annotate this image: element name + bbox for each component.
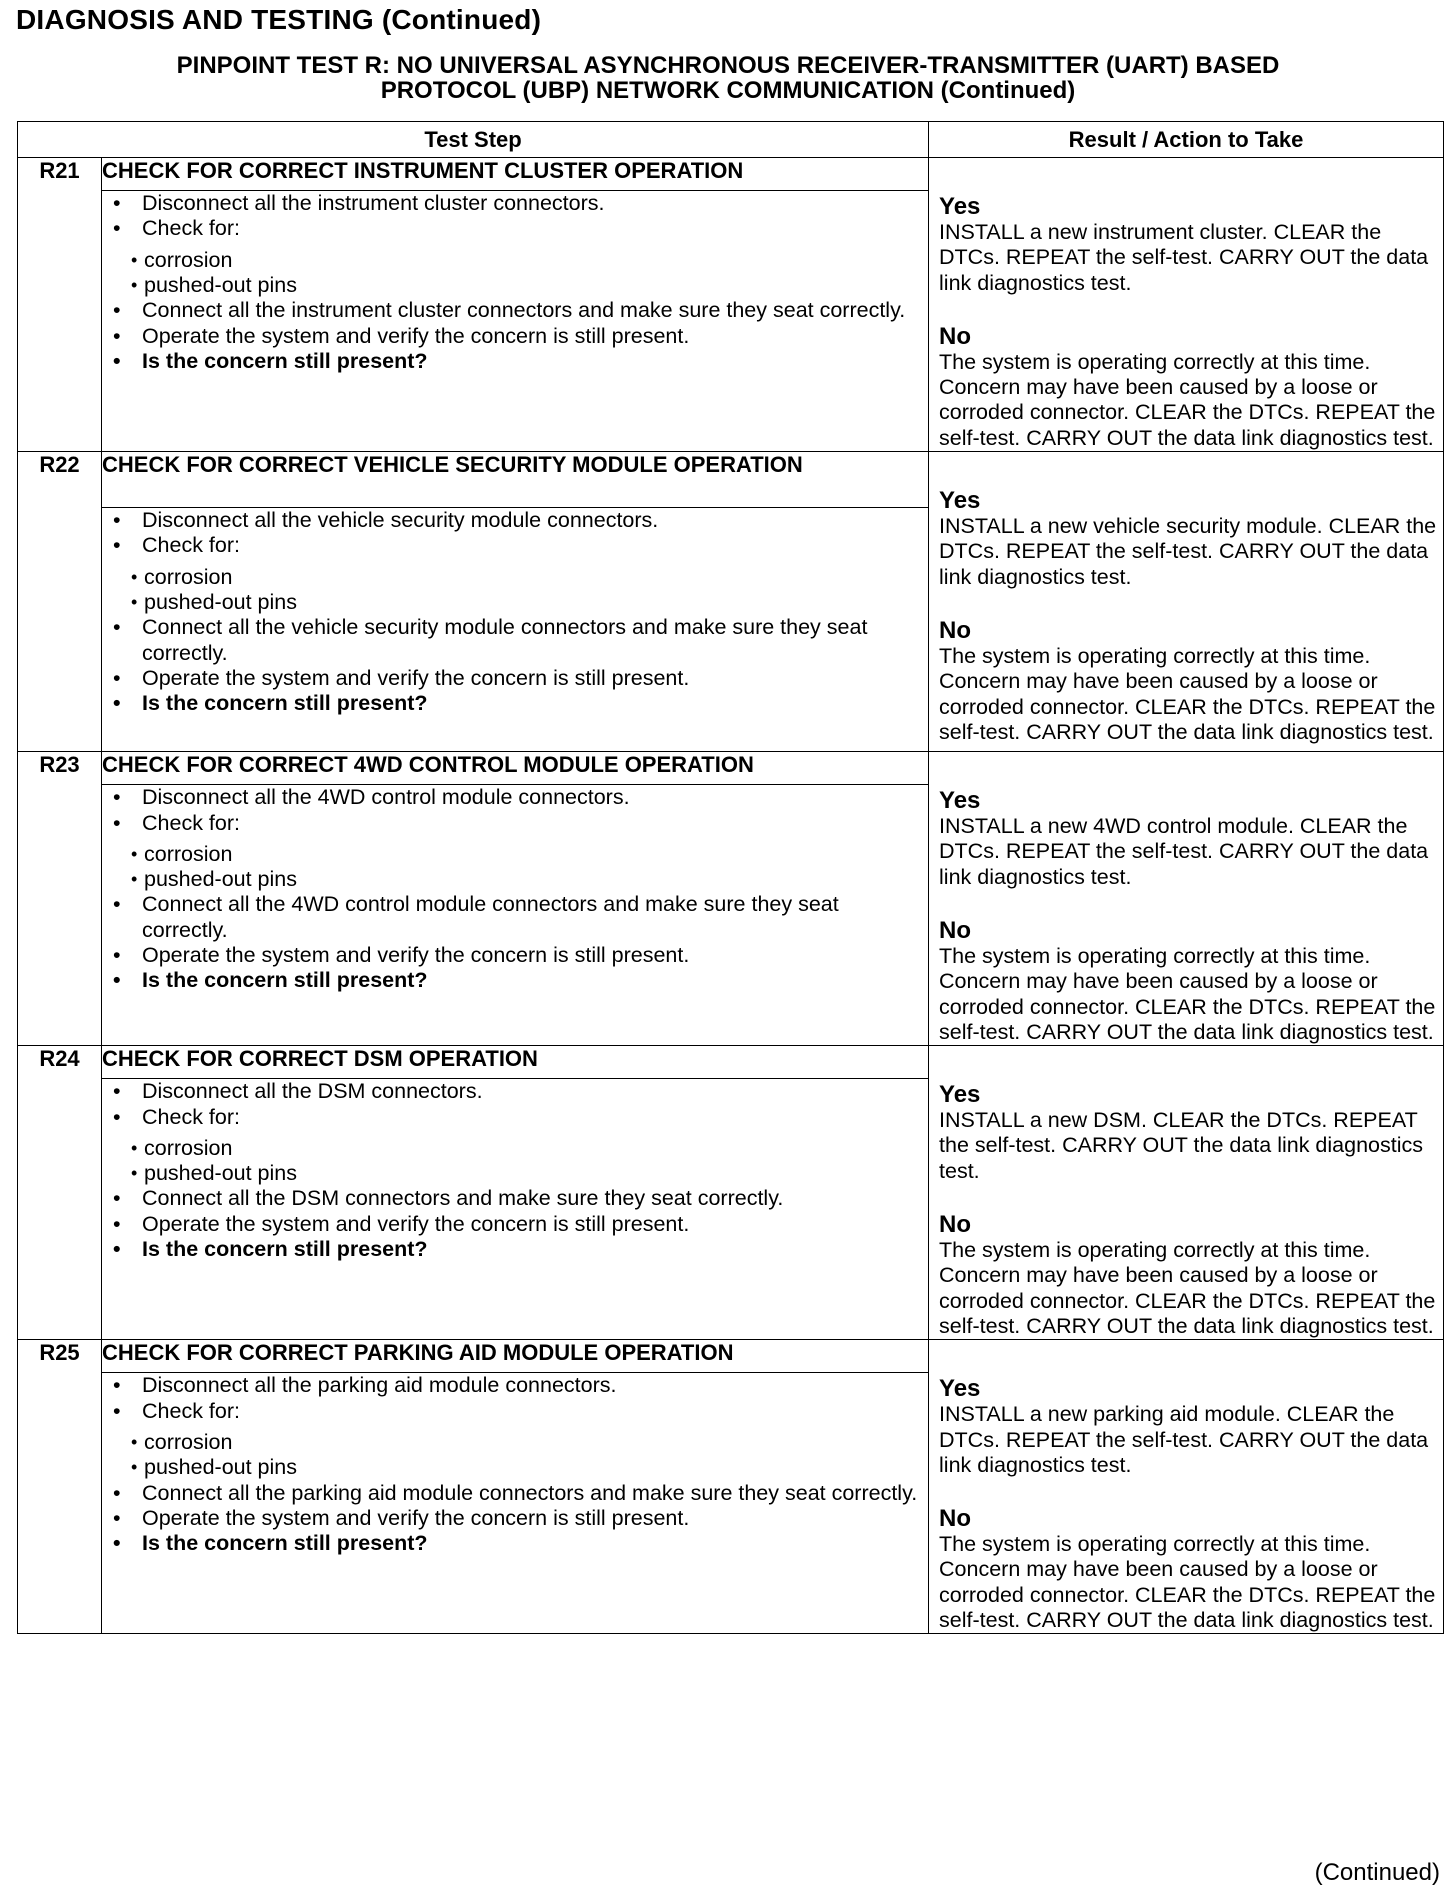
instruction-connect: • Connect all the DSM connectors and make sure they seat correctly. <box>102 1186 928 1211</box>
instruction-operate: • Operate the system and verify the concern is still present. <box>102 666 928 691</box>
step-instructions <box>102 508 929 752</box>
column-header-result: Result / Action to Take <box>929 122 1444 158</box>
instruction-disconnect: • Disconnect all the parking aid module connectors. <box>102 1373 928 1398</box>
column-header-test-step: Test Step <box>18 122 929 158</box>
pinpoint-test-title <box>0 53 1456 103</box>
result-yes-label: Yes <box>939 487 981 515</box>
result-no-label: No <box>939 1211 972 1239</box>
instruction-operate: • Operate the system and verify the concern is still present. <box>102 943 928 968</box>
instruction-question: • Is the concern still present? <box>102 1237 928 1262</box>
step-heading-row <box>18 158 1444 191</box>
step-heading: CHECK FOR CORRECT PARKING AID MODULE OPERATION <box>102 1340 929 1373</box>
step-heading: CHECK FOR CORRECT DSM OPERATION <box>102 1046 929 1079</box>
result-yes-action: INSTALL a new instrument cluster. CLEAR the DTCs. REPEAT the self-test. CARRY OUT the data link diagnostics test. <box>939 220 1429 295</box>
instruction-check-for <box>102 1399 928 1481</box>
step-heading-row <box>18 1340 1444 1373</box>
instruction-check-for <box>102 216 928 298</box>
check-item-pushed-out-pins: • pushed-out pins <box>122 273 928 298</box>
instruction-disconnect: • Disconnect all the instrument cluster connectors. <box>102 191 928 216</box>
result-no-label: No <box>939 616 972 644</box>
step-id: R25 <box>18 1340 102 1634</box>
result-no-action: The system is operating correctly at this time. Concern may have been caused by a loose or corroded connector. CLEAR the DTCs. REPEAT the self-test. CARRY OUT the data link diagnostics test. <box>939 349 1436 450</box>
step-id: R24 <box>18 1046 102 1340</box>
result-yes-label: Yes <box>939 1081 981 1109</box>
result-yes-action: INSTALL a new DSM. CLEAR the DTCs. REPEAT the self-test. CARRY OUT the data link diagnostics test. <box>939 1108 1423 1183</box>
table-header-row <box>18 122 1444 158</box>
pinpoint-test-table <box>17 121 1444 1634</box>
instruction-check-for-text: Check for: <box>142 1104 240 1129</box>
page-title: DIAGNOSIS AND TESTING (Continued) <box>16 4 542 35</box>
check-for-sublist <box>122 842 928 893</box>
instruction-connect: • Connect all the vehicle security module connectors and make sure they seat correctly. <box>102 615 928 666</box>
step-id: R21 <box>18 158 102 452</box>
step-heading-row <box>18 1046 1444 1079</box>
step-instruction-list <box>102 191 928 374</box>
instruction-check-for-text: Check for: <box>142 810 240 835</box>
check-item-pushed-out-pins: • pushed-out pins <box>122 1161 928 1186</box>
check-item-corrosion: • corrosion <box>122 565 928 590</box>
instruction-check-for-text: Check for: <box>142 1398 240 1423</box>
check-item-pushed-out-pins: • pushed-out pins <box>122 590 928 615</box>
result-yes-action: INSTALL a new vehicle security module. CLEAR the DTCs. REPEAT the self-test. CARRY OUT the data link diagnostics test. <box>939 514 1437 589</box>
step-result-cell <box>929 1046 1444 1340</box>
step-heading-row <box>18 752 1444 785</box>
pinpoint-test-title-line-2: PROTOCOL (UBP) NETWORK COMMUNICATION (Continued) <box>380 77 1076 104</box>
instruction-check-for <box>102 811 928 893</box>
check-item-corrosion: • corrosion <box>122 842 928 867</box>
check-item-pushed-out-pins: • pushed-out pins <box>122 1455 928 1480</box>
result-yes-action: INSTALL a new 4WD control module. CLEAR the DTCs. REPEAT the self-test. CARRY OUT the data link diagnostics test. <box>939 814 1429 889</box>
step-result-cell <box>929 752 1444 1046</box>
step-result-cell <box>929 452 1444 752</box>
result-yes-label: Yes <box>939 1375 981 1403</box>
step-instruction-list <box>102 508 928 716</box>
instruction-question: • Is the concern still present? <box>102 691 928 716</box>
step-heading: CHECK FOR CORRECT VEHICLE SECURITY MODULE OPERATION <box>102 452 929 508</box>
instruction-operate: • Operate the system and verify the concern is still present. <box>102 324 928 349</box>
instruction-disconnect: • Disconnect all the DSM connectors. <box>102 1079 928 1104</box>
check-item-pushed-out-pins: • pushed-out pins <box>122 867 928 892</box>
check-item-corrosion: • corrosion <box>122 248 928 273</box>
result-no-action: The system is operating correctly at this time. Concern may have been caused by a loose or corroded connector. CLEAR the DTCs. REPEAT the self-test. CARRY OUT the data link diagnostics test. <box>939 1238 1436 1338</box>
result-no-label: No <box>939 322 972 350</box>
table-body <box>18 158 1444 1634</box>
instruction-question: • Is the concern still present? <box>102 349 928 374</box>
step-instruction-list <box>102 1079 928 1262</box>
step-result-cell <box>929 158 1444 452</box>
check-for-sublist <box>122 1430 928 1481</box>
check-item-corrosion: • corrosion <box>122 1136 928 1161</box>
result-no-action: The system is operating correctly at this time. Concern may have been caused by a loose or corroded connector. CLEAR the DTCs. REPEAT the self-test. CARRY OUT the data link diagnostics test. <box>939 643 1436 744</box>
check-for-sublist <box>122 248 928 299</box>
result-yes-label: Yes <box>939 193 981 220</box>
step-heading: CHECK FOR CORRECT 4WD CONTROL MODULE OPERATION <box>102 752 929 785</box>
pinpoint-test-title-line-1: PINPOINT TEST R: NO UNIVERSAL ASYNCHRONOUS RECEIVER-TRANSMITTER (UART) BASED <box>176 52 1280 79</box>
check-for-sublist <box>122 1136 928 1187</box>
step-instructions <box>102 785 929 1046</box>
instruction-check-for <box>102 533 928 615</box>
continued-label: (Continued) <box>1314 1859 1440 1886</box>
instruction-operate: • Operate the system and verify the concern is still present. <box>102 1212 928 1237</box>
result-yes-label: Yes <box>939 787 981 815</box>
check-item-corrosion: • corrosion <box>122 1430 928 1455</box>
instruction-check-for-text: Check for: <box>142 216 240 241</box>
result-no-label: No <box>939 916 972 944</box>
check-for-sublist <box>122 565 928 616</box>
step-instruction-list <box>102 785 928 993</box>
instruction-question: • Is the concern still present? <box>102 1531 928 1556</box>
step-id: R22 <box>18 452 102 752</box>
step-instruction-list <box>102 1373 928 1556</box>
step-heading: CHECK FOR CORRECT INSTRUMENT CLUSTER OPERATION <box>102 158 929 191</box>
instruction-operate: • Operate the system and verify the concern is still present. <box>102 1506 928 1531</box>
result-no-action: The system is operating correctly at this time. Concern may have been caused by a loose or corroded connector. CLEAR the DTCs. REPEAT the self-test. CARRY OUT the data link diagnostics test. <box>939 943 1436 1044</box>
step-instructions <box>102 1079 929 1340</box>
instruction-check-for-text: Check for: <box>142 533 240 558</box>
instruction-disconnect: • Disconnect all the 4WD control module connectors. <box>102 785 928 810</box>
result-no-label: No <box>939 1505 972 1533</box>
step-instructions <box>102 191 929 452</box>
instruction-connect: • Connect all the parking aid module connectors and make sure they seat correctly. <box>102 1481 928 1506</box>
instruction-connect: • Connect all the 4WD control module connectors and make sure they seat correctly. <box>102 892 928 943</box>
instruction-check-for <box>102 1105 928 1187</box>
step-result-cell <box>929 1340 1444 1634</box>
result-yes-action: INSTALL a new parking aid module. CLEAR the DTCs. REPEAT the self-test. CARRY OUT the data link diagnostics test. <box>939 1402 1429 1477</box>
step-id: R23 <box>18 752 102 1046</box>
instruction-connect: • Connect all the instrument cluster connectors and make sure they seat correctly. <box>102 298 928 323</box>
instruction-question: • Is the concern still present? <box>102 968 928 993</box>
step-heading-row <box>18 452 1444 508</box>
result-no-action: The system is operating correctly at this time. Concern may have been caused by a loose or corroded connector. CLEAR the DTCs. REPEAT the self-test. CARRY OUT the data link diagnostics test. <box>939 1532 1436 1633</box>
instruction-disconnect: • Disconnect all the vehicle security module connectors. <box>102 508 928 533</box>
step-instructions <box>102 1373 929 1634</box>
